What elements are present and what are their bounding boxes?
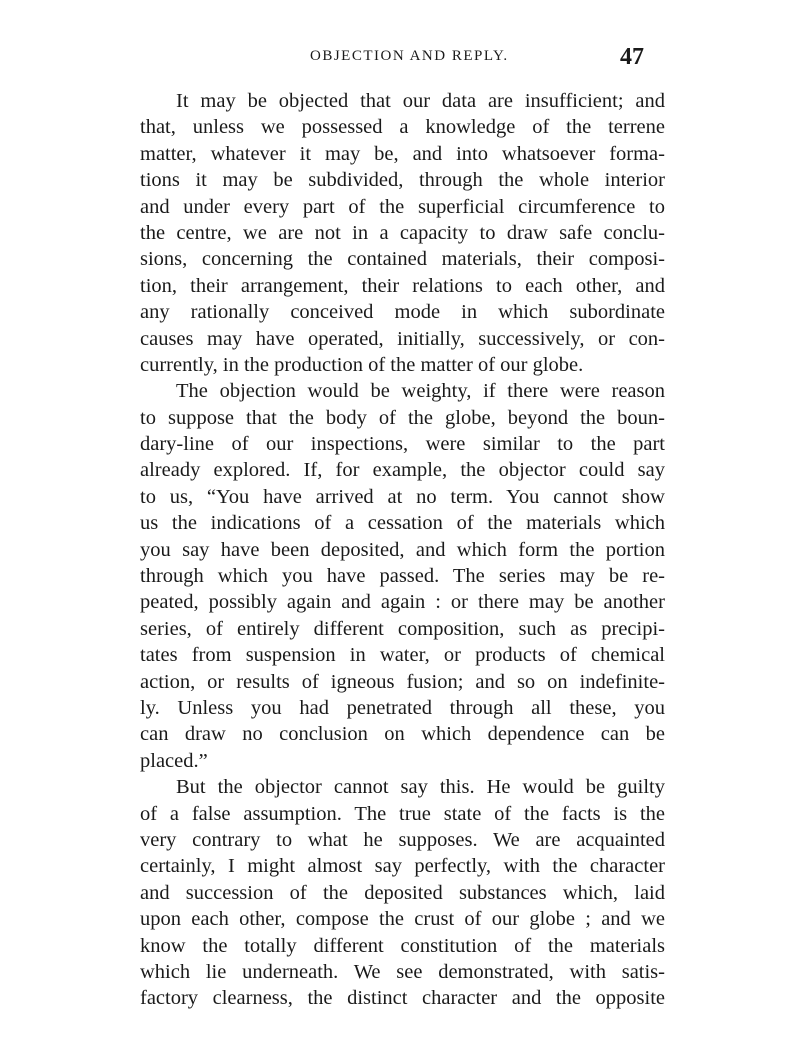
text-line: series, of entirely different composition, such as precipi-	[140, 617, 665, 640]
text-line: tates from suspension in water, or products of chemical	[140, 644, 665, 667]
text-line: tion, their arrangement, their relations to each other, and	[140, 274, 665, 297]
text-line: any rationally conceived mode in which subordinate	[140, 301, 665, 324]
running-head: OBJECTION AND REPLY.	[310, 48, 509, 64]
text-line: upon each other, compose the crust of our globe ; and we	[140, 908, 665, 931]
text-line: very contrary to what he supposes. We are acquainted	[140, 828, 665, 851]
text-line: action, or results of igneous fusion; and so on indefinite-	[140, 670, 665, 693]
text-line: know the totally different constitution of the materials	[140, 934, 665, 957]
text-line: certainly, I might almost say perfectly, with the character	[140, 855, 665, 878]
text-line: dary-line of our inspections, were similar to the part	[140, 433, 665, 456]
text-line: It may be objected that our data are insufficient; and	[176, 90, 665, 112]
text-line: causes may have operated, initially, successively, or con-	[140, 327, 665, 350]
text-line: through which you have passed. The series may be re-	[140, 565, 665, 588]
text-line: placed.”	[140, 749, 208, 772]
text-line: us the indications of a cessation of the materials which	[140, 512, 665, 535]
text-line: of a false assumption. The true state of the facts is the	[140, 802, 665, 825]
text-line: you say have been deposited, and which form the portion	[140, 538, 665, 561]
text-line: The objection would be weighty, if there were reason	[176, 380, 665, 403]
text-line: But the objector cannot say this. He would be guilty	[176, 776, 665, 799]
text-line: currently, in the production of the matter of our globe.	[140, 353, 584, 376]
text-line: ly. Unless you had penetrated through all these, you	[140, 696, 665, 719]
text-line: tions it may be subdivided, through the whole interior	[140, 169, 665, 192]
page-number: 47	[620, 44, 644, 70]
text-line: the centre, we are not in a capacity to draw safe conclu-	[140, 221, 665, 244]
body-text	[140, 88, 665, 1012]
text-line: factory clearness, the distinct character and the opposite	[140, 987, 665, 1010]
text-line: peated, possibly again and again : or there may be another	[140, 591, 665, 614]
text-line: and under every part of the superficial circumference to	[140, 195, 665, 218]
text-line: can draw no conclusion on which dependence can be	[140, 723, 665, 746]
text-line: sions, concerning the contained materials, their composi-	[140, 248, 665, 271]
text-line: that, unless we possessed a knowledge of the terrene	[140, 116, 665, 139]
text-line: already explored. If, for example, the objector could say	[140, 459, 665, 482]
text-line: matter, whatever it may be, and into whatsoever forma-	[140, 142, 665, 165]
text-line: and succession of the deposited substances which, laid	[140, 881, 665, 904]
text-line: which lie underneath. We see demonstrated, with satis-	[140, 960, 665, 983]
text-line: to suppose that the body of the globe, beyond the boun-	[140, 406, 665, 429]
text-line: to us, “You have arrived at no term. You cannot show	[140, 485, 665, 508]
